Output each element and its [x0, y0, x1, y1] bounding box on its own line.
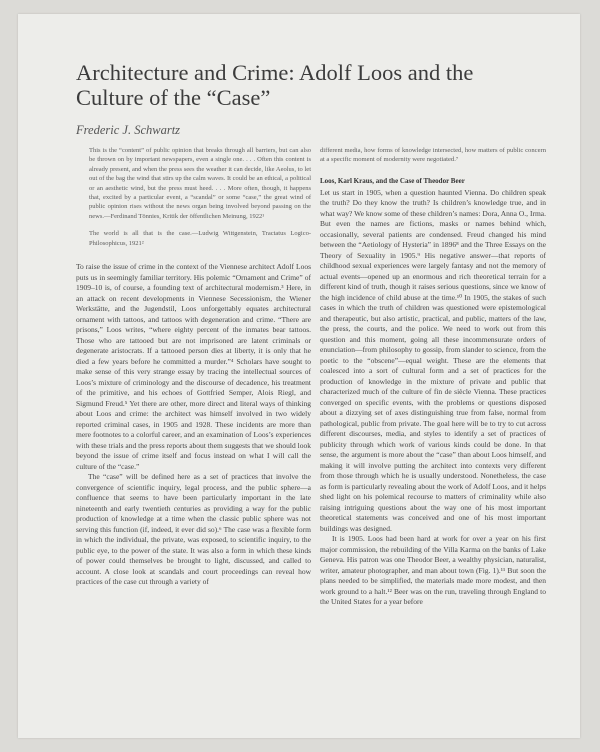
body-paragraph: It is 1905. Loos had been hard at work for over a year on his first major commission, the rebuilding of the Villa Karma on the banks of Lake Geneva. His patron was one Theodor Beer, a wealthy physician, naturalist, writer, amateur photographer, and man about town (Fig. 1).¹¹ But soon the plans needed to be simplified, the materials made more modest, and then work ground to a halt.¹² Beer was on the run, traveling through England to the United States for a year before — [320, 534, 546, 607]
epigraph-tonnies: This is the “content” of public opinion that breaks through all barriers, but can also be thrown on by important newspapers, even a single one. . . . Often this content is already present, and when the press sees the weather it can decide, like Aeolus, to let out of the bag the wind that stirs up the calm waves. It could be an ethical, a political or an aesthetic wind, but the press must heed. . . . More often, though, it happens that, excited by a particular event, a “scandal” or some “case,” the great wind of public opinion rises without the news organ being involved beyond passing on the news.—Ferdinand Tönnies, Kritik der öffentlichen Meinung, 1922¹ — [89, 147, 311, 220]
body-paragraph: The “case” will be defined here as a set of practices that involve the convergence of scientific inquiry, legal process, and the public sphere—a confluence that seems to have been particularly important in the late nineteenth and early twentieth centuries as providing a way for the public production of knowledge at a time when the classic public sphere was not serving this function (if, indeed, it ever did so).⁶ The case was a flexible form in which the individual, the private, was exposed, to scientific inquiry, to the public eye, to the power of the state. It was also a form in which these kinds of power could themselves be brought to light, discussed, and called to account. A close look at scandals and court proceedings can reveal how practices of the case cut through a variety of — [76, 472, 311, 587]
body-paragraph-continued: different media, how forms of knowledge intersected, how matters of public concern at a specific moment of modernity were negotiated.⁷ — [320, 147, 546, 164]
body-paragraph: Let us start in 1905, when a question haunted Vienna. Do children speak the truth? Do they know the truth? Is children’s knowledge true, and in what way? We know some of these children’s names: Dora, Anna O., Irma. But even the names are fictions, masks or names behind which, occasionally, several patients are condensed. Freud changed his mind between the “Aetiology of Hysteria” in 1896⁸ and the Three Essays on the Theory of Sexuality in 1905.⁹ His negative answer—that reports of childhood sexual experiences were largely fantasy and not the memory of actual events—opened up an enormous and rich theoretical terrain for a different kind of truth, though it raises serious questions, since we know of the high incidence of child abuse at the time.¹⁰ In 1905, the stakes of such cases in which the truth of children was questioned were epistemological and therapeutic, but also artistic, practical, and public, matters of the law, the press, the courts, and the police. We need to work out from this question and this moment, going all these incommensurate orders of enunciation—from philosophy to gossip, from slander to science, from the poetic to the “obscene”—equal weight. These are the elements that coalesced into a sort of cultural form and a set of practices for the production of knowledge in the mixture of private and public that characterized much of the culture of fin de siècle Vienna. These practices converged on specific events, with the problems or questions disposed about a dizzying set of axes distinguishing true from false, normal from pathological, public from private. The goal here will be to try to cut across different discourses, media, and styles to identify a set of practices of publicity through which work of various kinds could be done. In that sense, the argument is more about the “case” than about Loos himself, and making it will involve putting the architect into contexts very different from those through which he is usually understood. Nonetheless, the case as form is particularly revealing about the work of Adolf Loos, and it helps shed light on his polemical recourse to matters of criminality while also raising intriguing questions about the way one of his most important theoretical statements was conceived and one of his most important buildings was designed. — [320, 187, 546, 533]
body-paragraph: To raise the issue of crime in the context of the Viennese architect Adolf Loos puts us in seemingly familiar territory. His polemic “Ornament and Crime” of 1909–10 is, of course, a founding text of architectural modernism.³ Here, in an attack on recent developments in Viennese Secessionism, the Wiener Werkstätte, and the Jugendstil, Loos unforgettably equates architectural ornament with tattoos, and tattoos with degeneration and crime. “There are prisons,” Loos writes, “where eighty percent of the inmates bear tattoos. Those who are tattooed but are not imprisoned are latent criminals or degenerate aristocrats. If a tattooed person dies at liberty, it is only that he died a few years before he committed a murder.”⁴ Scholars have sought to make sense of this very strange essay by tracing the intellectual sources of Loos’s mixture of criminology and the discourse of decadence, his treatment of the primitive, and his echoes of Gottfried Semper, Alois Riegl, and Sigmund Freud.⁵ Yet there are other, more direct and literal ways of thinking about Loos and crime: the architect was himself involved in two widely reported criminal cases, in 1905 and 1928. These incidents are more than mere footnotes to a colorful career, and an examination of Loos’s experiences with these trials and the press reports about them suggests that we should look beyond the issue of crime itself and focus instead on what I will call the culture of the “case.” — [76, 262, 311, 471]
section-heading: Loos, Karl Kraus, and the Case of Theodor Beer — [320, 176, 465, 185]
right-column — [320, 146, 546, 608]
journal-page — [18, 14, 580, 738]
article-title: Architecture and Crime: Adolf Loos and the Culture of the “Case” — [76, 60, 474, 110]
epigraph-wittgenstein: The world is all that is the case.—Ludwig Wittgenstein, Tractatus Logico-Philosophicus, 1921² — [89, 230, 311, 247]
left-column — [76, 146, 311, 588]
article-author: Frederic J. Schwartz — [76, 123, 181, 137]
